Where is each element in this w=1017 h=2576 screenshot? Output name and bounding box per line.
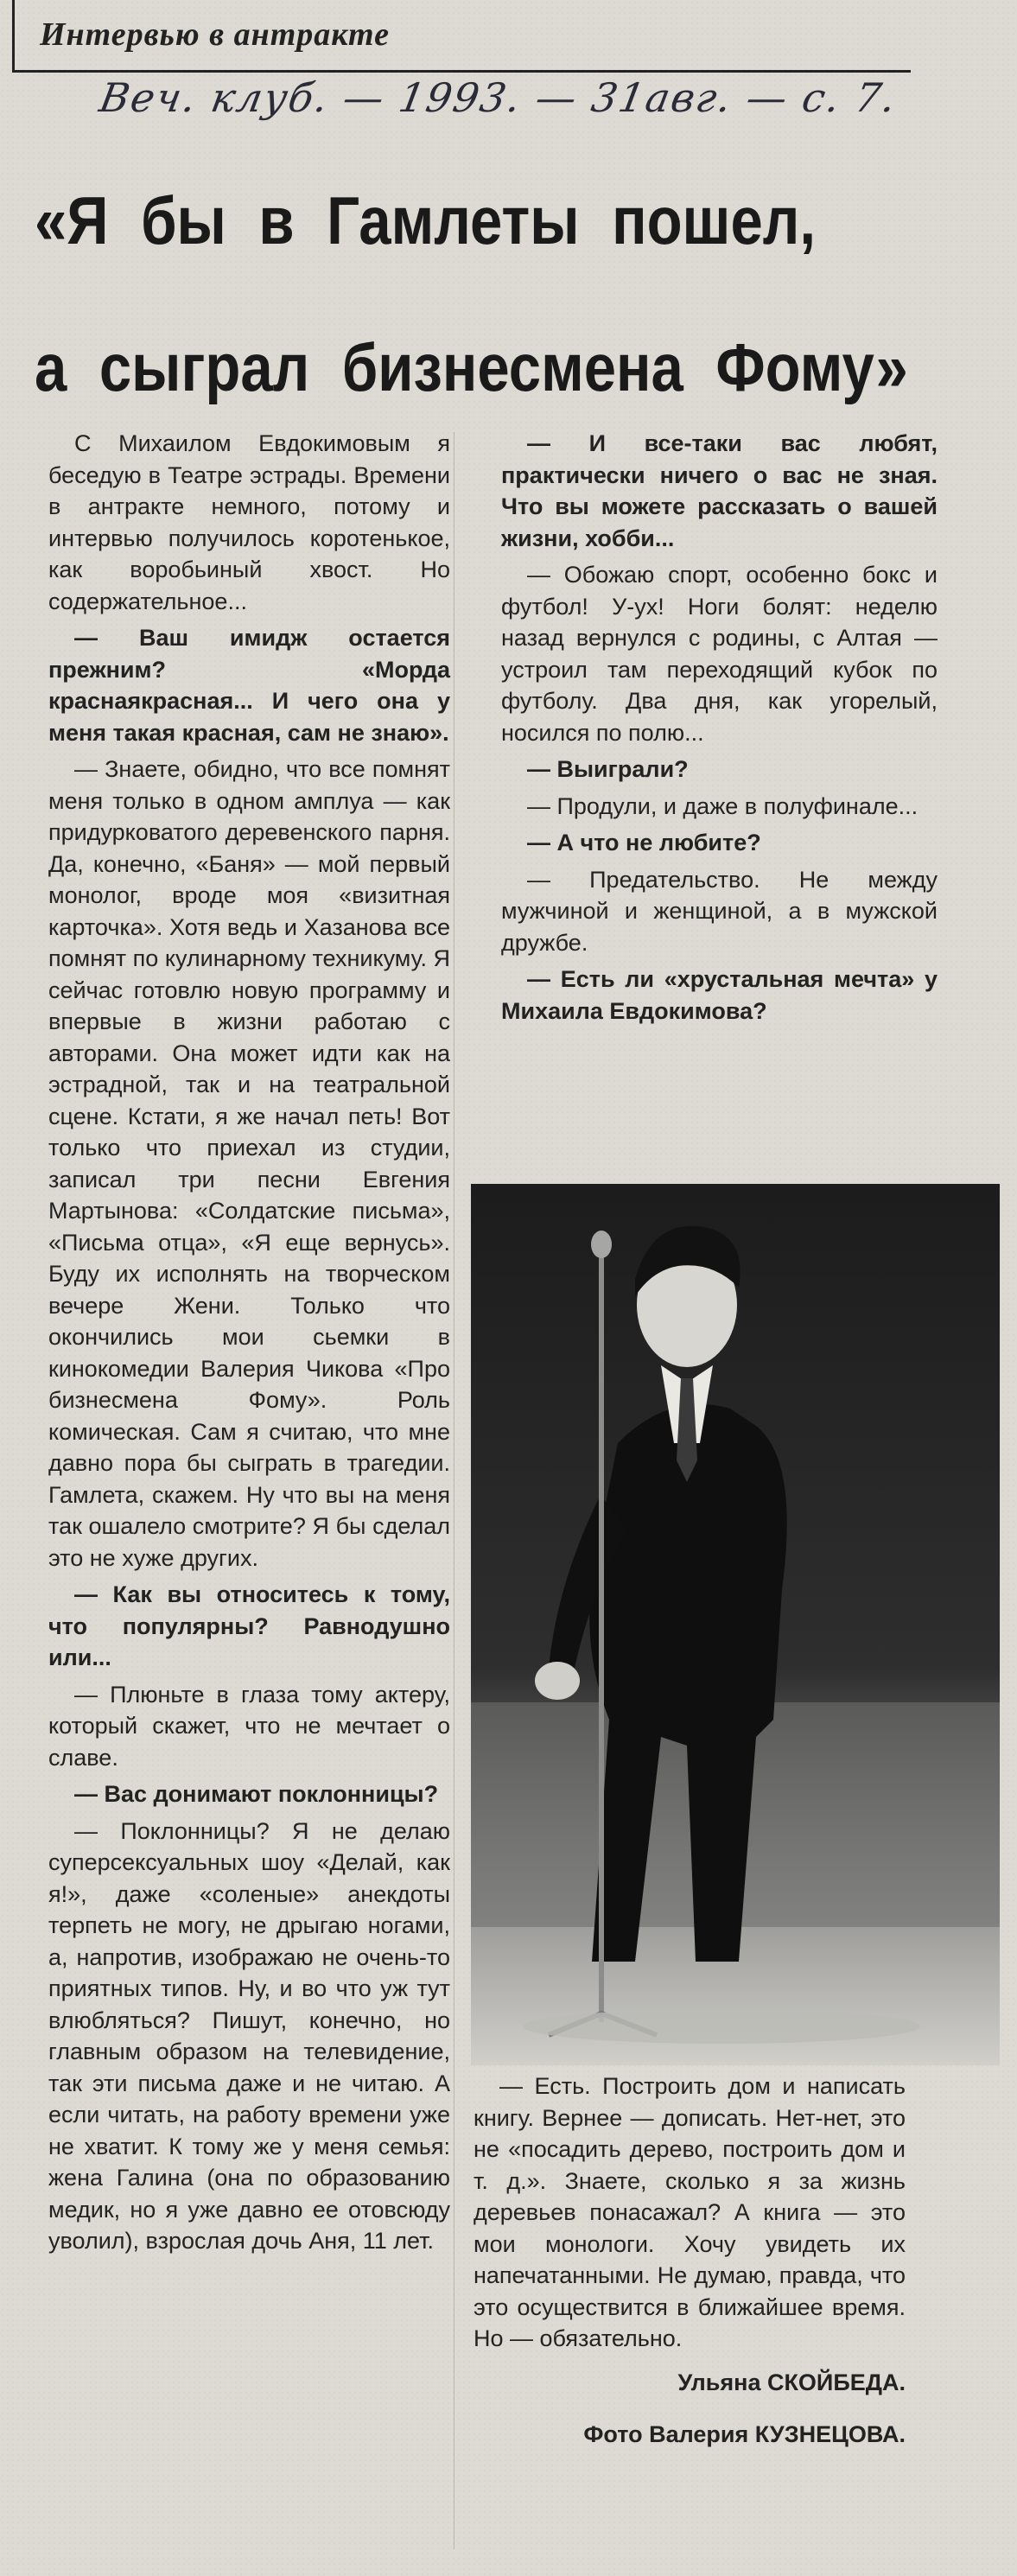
photo-credit: Фото Валерия КУЗНЕЦОВА. (583, 2421, 906, 2447)
interview-question: — И все-таки вас любят, практически ничего о вас не зная. Что вы можете рассказать о вашей жизни, хобби... (501, 430, 938, 551)
interview-question: — Ваш имидж остается прежним? «Морда краснаякрасная... И чего она у меня такая красная, сам не знаю». (48, 625, 450, 746)
interview-paragraph: — Знаете, обидно, что все помнят меня только в одном амплуа — как придурковатого деревенского парня. Да, конечно, «Баня» — мой первый монолог, вроде моя «визитная карточка». Хотя ведь и Хазанова все помнят по кулинарному техникуму. Я сейчас готовлю новую программу и впервые в жизни работаю с авторами. Она может идти как на эстрадной, так и на театральной сцене. Кстати, я же начал петь! Вот только что приехал из студии, записал три песни Евгения Мартынова: «Солдатские письма», «Письма отца», «Я еще вернусь». Буду их исполнять на творческом вечере Жени. Только что окончились мои сьемки в кинокомедии Валерия Чикова «Про бизнесмена Фому». Роль комическая. Сам я считаю, что мне давно пора бы сыграть в трагедии. Гамлета, скажем. Ну что вы на меня так ошалело смотрите? Я бы сделал это не хуже других. (48, 756, 450, 1571)
interview-paragraph: — Поклонницы? Я не делаю суперсексуальных шоу «Делай, как я!», даже «соленые» анекдоты терпеть не могу, не дрыгаю ногами, а, напротив, изображаю не очень-то приятных типов. Ну, и во что уж тут влюбляться? Пишут, конечно, но главным образом на телевидение, так эти письма даже и не читаю. А если читать, на работу времени уже не хватит. К тому же у меня семья: жена Галина (она по образованию медик, но я уже давно ее отовсюду уволил), взрослая дочь Аня, 11 лет. (48, 1817, 450, 2254)
interview-question: — Как вы относитесь к тому, что популярны? Равнодушно или... (48, 1581, 450, 1670)
right-bottom-column (474, 2070, 906, 2456)
headline-line-1: «Я бы в Гамлеты пошел, (35, 182, 817, 258)
left-column (48, 428, 450, 2262)
interview-paragraph: — Продули, и даже в полуфинале... (527, 792, 918, 819)
interview-question: — А что не любите? (527, 830, 761, 855)
rubric-label: Интервью в антракте (40, 16, 390, 53)
handwritten-source-note: Веч. клуб. — 1993. — 31авг. — с. 7. (96, 74, 901, 121)
photo-illustration (471, 1184, 1000, 2065)
interview-question: — Есть ли «хрустальная мечта» у Михаила Евдокимова? (501, 966, 938, 1024)
interview-paragraph: — Плюньте в глаза тому актеру, который скажет, что не мечтает о славе. (48, 1681, 450, 1771)
interview-paragraph: — Обожаю спорт, особенно бокс и футбол! У-ух! Ноги болят: неделю назад вернулся с родины, с Алтая — устроил там переходящий кубок по футболу. Два дня, как угорелый, носился по полю... (501, 562, 938, 746)
interview-paragraph: — Предательство. Не между мужчиной и женщиной, а в мужской дружбе. (501, 866, 938, 956)
interview-paragraph: С Михаилом Евдокимовым я беседую в Театре эстрады. Времени в антракте немного, потому и интервью получилось коротенькое, как воробьиный хвост. Но содержательное... (48, 430, 450, 614)
interview-question: — Вас донимают поклонницы? (74, 1781, 439, 1807)
headline (35, 147, 908, 441)
interview-paragraph: — Есть. Построить дом и написать книгу. Вернее — дописать. Нет-нет, это не «посадить дерево, построить дом и т. д.». Знаете, сколько я за жизнь деревьев понасажал? А книга — это мои монологи. Хочу увидеть их напечатанными. Не думаю, правда, что это осуществится в ближайшее время. Но — обязательно. (474, 2073, 906, 2351)
headline-line-2: а сыграл бизнесмена Фому» (35, 329, 908, 405)
author-signature: Ульяна СКОЙБЕДА. (677, 2369, 906, 2395)
interview-question: — Выиграли? (527, 756, 689, 782)
photo-performer-with-microphone (471, 1184, 1000, 2065)
right-column (501, 428, 938, 1032)
